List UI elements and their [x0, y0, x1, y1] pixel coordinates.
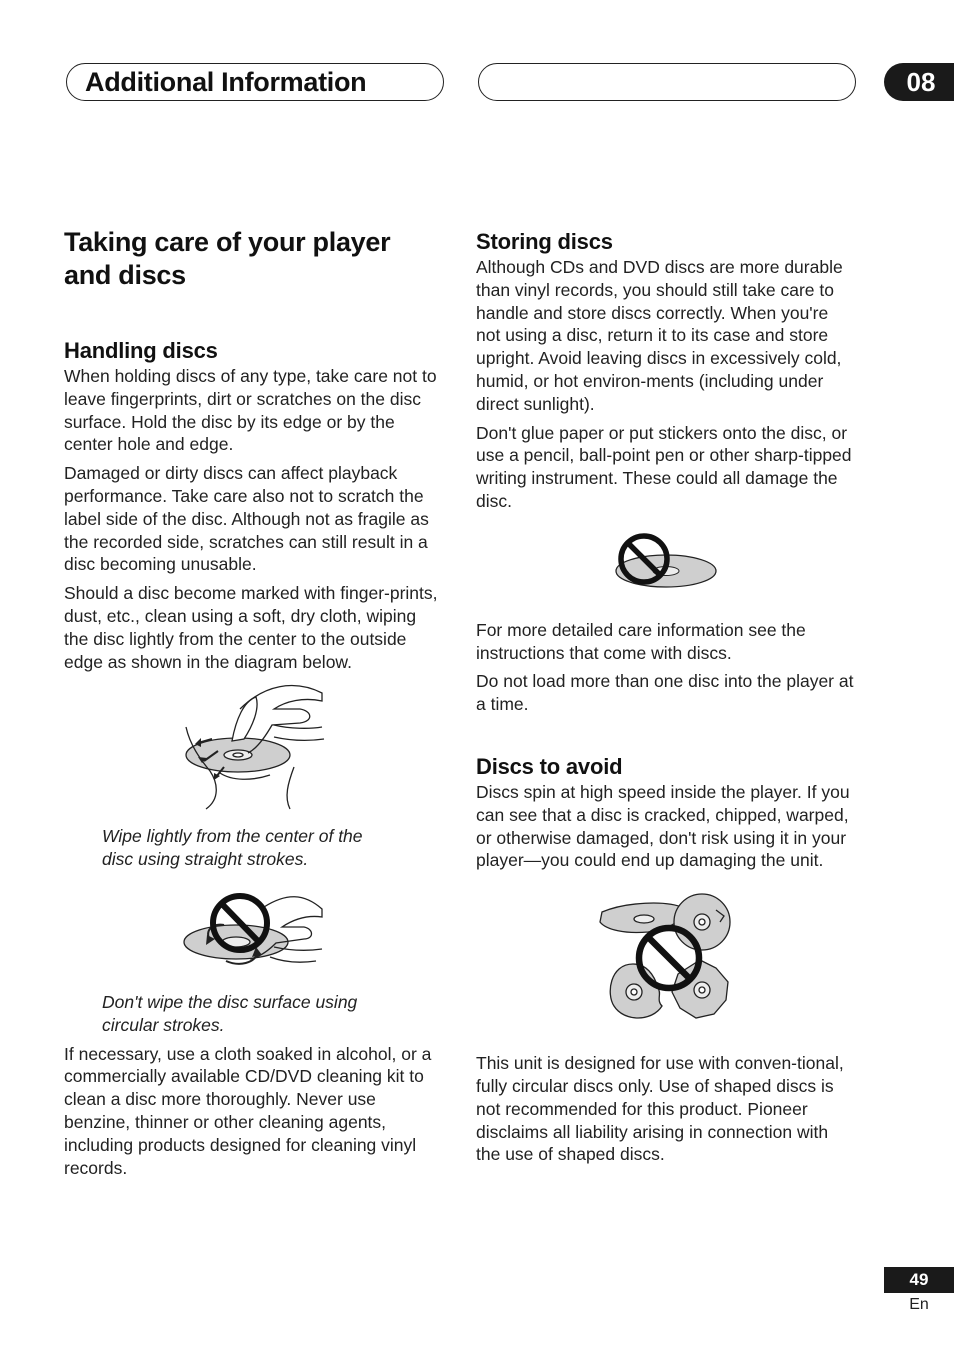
left-column	[64, 226, 444, 1185]
page-title-line-2: and discs	[64, 260, 186, 290]
chapter-number-tab: 08	[884, 63, 954, 101]
discs-to-avoid-heading: Discs to avoid	[476, 753, 623, 779]
avoid-paragraph-2: This unit is designed for use with conven-tional, fully circular discs only. Use of shaped discs is not recommended for this product. Pioneer disclaims all liability arising in connection with the use of shaped discs.	[476, 1053, 844, 1165]
avoid-paragraph-1: Discs spin at high speed inside the player. If you can see that a disc is cracked, chipped, warped, or otherwise damaged, don't risk using it in your player—you could end up damaging the unit.	[476, 781, 850, 871]
page-title	[64, 226, 444, 292]
header-section-pill	[66, 63, 444, 101]
damaged-discs-illustration	[476, 892, 856, 1028]
header-empty-pill	[478, 63, 856, 101]
handling-paragraph-3: Should a disc become marked with finger-prints, dust, etc., clean using a soft, dry cloth, wiping the disc lightly from the center to the outside edge as shown in the diagram below.	[64, 583, 438, 672]
storing-discs-heading: Storing discs	[476, 229, 613, 254]
caption-wipe-straight: Wipe lightly from the center of the disc using straight strokes.	[102, 826, 363, 870]
handling-paragraph-4: If necessary, use a cloth soaked in alcohol, or a commercially available CD/DVD cleaning kit to clean a disc more thoroughly. Never use benzine, thinner or other cleaning agents, including products designed for cleaning vinyl records.	[64, 1043, 432, 1178]
storing-paragraph-3: For more detailed care information see the instructions that come with discs.	[476, 619, 806, 663]
no-circular-wipe-illustration	[64, 887, 444, 985]
right-column	[476, 228, 856, 1172]
handling-paragraph-1: When holding discs of any type, take care not to leave fingerprints, dirt or scratches on the disc surface. Hold the disc by its edge or by the center hole and edge.	[64, 366, 437, 455]
handling-paragraph-2: Damaged or dirty discs can affect playback performance. Take care also not to scratch the label side of the disc. Although not as fragile as the recorded side, scratches can still result in a disc becoming unusable.	[64, 463, 429, 575]
storing-paragraph-1: Although CDs and DVD discs are more durable than vinyl records, you should still take care to handle and store discs correctly. When you're not using a disc, return it to its case and store upright. Avoid leaving discs in excessively cold, humid, or hot environ-ments (including under direct sunlight).	[476, 257, 843, 414]
no-stickers-disc-illustration	[476, 527, 856, 607]
wipe-straight-illustration	[64, 679, 444, 819]
storing-paragraph-2: Don't glue paper or put stickers onto the disc, or use a pencil, ball-point pen or other sharp-tipped writing instrument. These could all damage the disc.	[476, 422, 852, 511]
language-code: En	[909, 1296, 929, 1313]
page-title-line-1: Taking care of your player	[64, 227, 391, 257]
caption-no-circular: Don't wipe the disc surface using circular strokes.	[102, 991, 358, 1035]
storing-paragraph-4: Do not load more than one disc into the player at a time.	[476, 671, 854, 715]
section-title: Additional Information	[85, 67, 367, 97]
handling-discs-heading: Handling discs	[64, 338, 218, 363]
page-number: 49	[884, 1267, 954, 1293]
